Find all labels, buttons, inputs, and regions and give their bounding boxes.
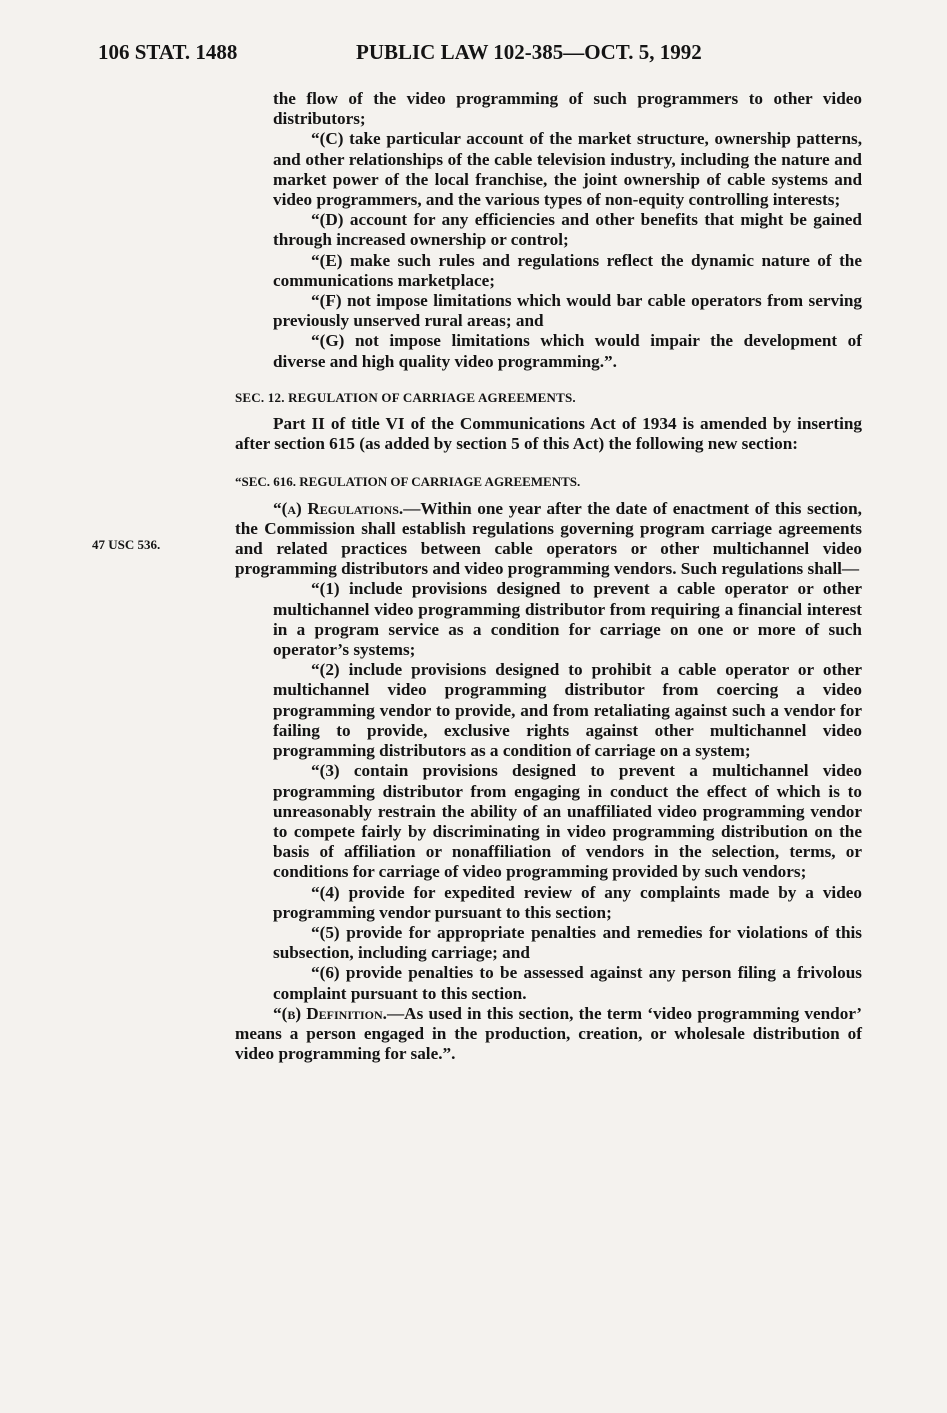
paragraph-a1: “(1) include provisions designed to prevent a cable operator or other multichannel video programming distributor from requiring a financial interest in a program service as a condition for carriage on one or more of such operator’s systems; [273, 579, 862, 660]
subsection-b-text: —As used in this section, the term ‘video programming vendor’ means a person engaged in the production, creation, or wholesale distribution of video programming for sale.”. [235, 1003, 862, 1064]
paragraph-a6: “(6) provide penalties to be assessed against any person filing a frivolous complaint pursuant to this section. [273, 963, 862, 1003]
running-title: PUBLIC LAW 102-385—OCT. 5, 1992 [356, 40, 702, 64]
subsection-a-label: “(a) Regulations. [273, 498, 404, 518]
paragraph-a5: “(5) provide for appropriate penalties and remedies for violations of this subsection, including carriage; and [273, 922, 862, 963]
paragraph-a2: “(2) include provisions designed to prohibit a cable operator or other multichannel video programming distributor from coercing a video programming vendor to provide, and from retaliating against such a vendor for failing to provide, exclusive rights against other multichannel video programming distributors as a condition of carriage on a system; [273, 660, 862, 761]
paragraph-c: “(C) take particular account of the market structure, ownership patterns, and other relationships of the cable television industry, including the nature and market power of the local franchise, the joint ownership of cable systems and video programmers, and the various types of non-equity controlling interests; [273, 129, 862, 210]
paragraph-a3: “(3) contain provisions designed to prevent a multichannel video programming distributor from engaging in conduct the effect of which is to unreasonably restrain the ability of an unaffiliated video programming vendor to compete fairly by discriminating in video programming distribution on the basis of affiliation or nonaffiliation of vendors in the selection, terms, or conditions for carriage of video programming provided by such vendors; [273, 761, 862, 882]
page-header [98, 40, 858, 68]
section-616-heading: “SEC. 616. REGULATION OF CARRIAGE AGREEMENTS. [235, 474, 581, 490]
paragraph-g: “(G) not impose limitations which would impair the development of diverse and high quality video programming.”. [273, 331, 862, 371]
subsection-a-text: —Within one year after the date of enactment of this section, the Commission shall establish regulations governing program carriage agreements and related practices between cable operators or other multichannel video programming distributors and video programming vendors. Such regulations shall— [235, 498, 862, 579]
subsection-b [235, 1004, 862, 1065]
subsection-b-label: “(b) Definition. [273, 1003, 387, 1023]
section-12-text: Part II of title VI of the Communications Act of 1934 is amended by inserting after section 615 (as added by section 5 of this Act) the following new section: [235, 414, 862, 454]
usc-margin-note: 47 USC 536. [92, 537, 161, 552]
statute-page-number: 106 STAT. 1488 [98, 40, 238, 64]
paragraph-e: “(E) make such rules and regulations reflect the dynamic nature of the communications marketplace; [273, 250, 862, 290]
document-body [235, 89, 862, 1064]
paragraph-b-continuation: the flow of the video programming of such programmers to other video distributors; [273, 89, 862, 129]
paragraph-a4: “(4) provide for expedited review of any complaints made by a video programming vendor pursuant to this section; [273, 882, 862, 922]
paragraph-d: “(D) account for any efficiencies and other benefits that might be gained through increased ownership or control; [273, 210, 862, 250]
paragraph-f: “(F) not impose limitations which would bar cable operators from serving previously unserved rural areas; and [273, 291, 862, 331]
section-12-heading: SEC. 12. REGULATION OF CARRIAGE AGREEMENTS. [235, 389, 576, 405]
subsection-a [235, 499, 862, 580]
